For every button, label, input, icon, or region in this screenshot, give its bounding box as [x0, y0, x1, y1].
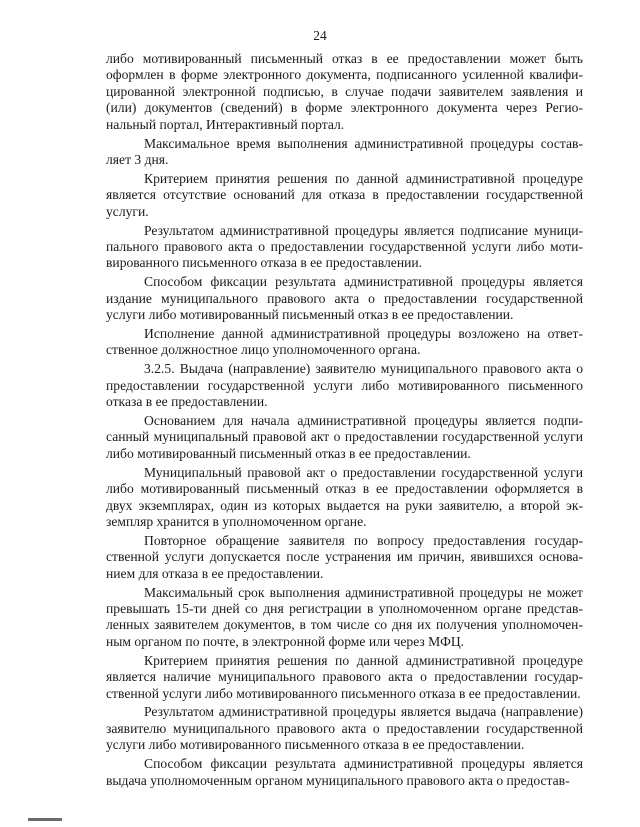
paragraph-5: Способом фиксации результата административной процедуры является издание муниципального правового акта о предоставлении государственной услуги либо мотивированный письменный отказ в ее предоставлении.	[106, 274, 583, 323]
paragraph-10: Повторное обращение заявителя по вопросу предоставления государственной услуги допускается после устранения им причин, явившихся основанием для отказа в ее предоставлении.	[106, 532, 583, 581]
paragraph-13: Результатом административной процедуры является выдача (направление) заявителю муниципального правового акта о предоставлении государственной услуги либо мотивированного письменного отказа в ее предоставлении.	[106, 704, 583, 753]
scan-mark	[28, 818, 62, 821]
paragraph-11: Максимальный срок выполнения административной процедуры не может превышать 15-ти дней со дня регистрации в уполномоченном органе представленных заявителем документов, в том числе со дня их получения уполномоченным органом по почте, в электронной форме или через МФЦ.	[106, 584, 583, 649]
paragraph-2: Максимальное время выполнения административной процедуры составляет 3 дня.	[106, 135, 583, 167]
paragraph-9: Муниципальный правовой акт о предоставлении государственной услуги либо мотивированный письменный отказ в ее предоставлении оформляется в двух экземплярах, один из которых выдается на руки заявителю, а второй экземпляр хранится в уполномоченном органе.	[106, 464, 583, 529]
paragraph-3: Критерием принятия решения по данной административной процедуре является отсутствие оснований для отказа в предоставлении государственной услуги.	[106, 170, 583, 219]
paragraph-8: Основанием для начала административной процедуры является подписанный муниципальный правовой акт о предоставлении государственной услуги либо мотивированный письменный отказ в ее предоставлении.	[106, 413, 583, 461]
paragraph-14: Способом фиксации результата административной процедуры является выдача уполномоченным органом муниципального правового акта о предостав-	[106, 756, 583, 788]
document-body	[106, 51, 583, 791]
paragraph-7: 3.2.5. Выдача (направление) заявителю муниципального правового акта о предоставлении государственной услуги либо мотивированного письменного отказа в ее предоставлении.	[106, 361, 583, 410]
paragraph-1: либо мотивированный письменный отказ в ее предоставлении может быть оформлен в форме электронного документа, подписанного усиленной квалифицированной электронной подписью, в случае подачи заявителем заявления и (или) документов (сведений) в форме электронного документа через Региональный портал, Интерактивный портал.	[106, 51, 583, 132]
paragraph-4: Результатом административной процедуры является подписание муниципального правового акта о предоставлении государственной услуги либо мотивированного письменного отказа в ее предоставлении.	[106, 222, 583, 271]
paragraph-6: Исполнение данной административной процедуры возложено на ответственное должностное лицо уполномоченного органа.	[106, 326, 583, 358]
paragraph-12: Критерием принятия решения по данной административной процедуре является наличие муниципального правового акта о предоставлении государственной услуги либо мотивированного письменного отказа в ее предоставлении.	[106, 652, 583, 701]
page-number: 24	[313, 28, 327, 43]
